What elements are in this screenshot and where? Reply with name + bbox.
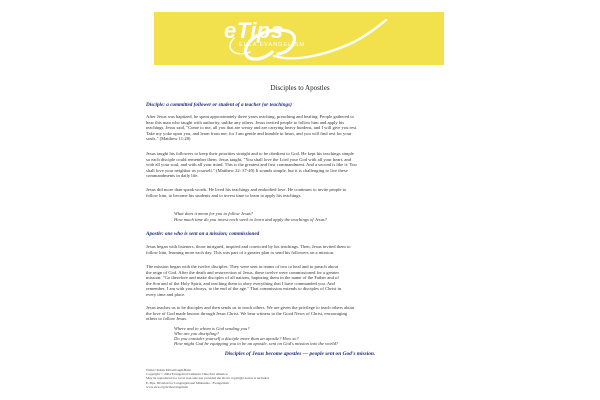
para2-line3: with all your soul, and with all your mind. This is the greatest and first commandment. And a second is like it: You bbox=[146, 162, 357, 167]
para1-line4: Take my yoke upon you, and learn from me; for I am gentle and humble in heart, and you will find rest for your bbox=[146, 130, 352, 136]
para1-line2: hear this man who taught with authority, unlike any others. Jesus invited people to follow him and apply his bbox=[146, 119, 345, 125]
footer-copyright: Copyright © 2004 Evangelical Lutheran Church in America. bbox=[146, 372, 229, 377]
para1-line5: souls." (Matthew 11:28) bbox=[146, 136, 191, 141]
para2-line5: commandments in daily life. bbox=[146, 173, 199, 178]
swirl-logo-icon bbox=[154, 12, 444, 65]
footer-reproduction: May be reproduced for local, non-sale use provided the above copyright notice is included. bbox=[146, 376, 270, 381]
para2-line2: so each disciple could remember them. Jesus taught, "You shall love the Lord your God with all your heart, and bbox=[146, 156, 352, 162]
s2-para1-line2: follow him, learning more each day. This was part of a greater plan to send his followers on a mission. bbox=[146, 249, 335, 255]
para1-line3: teachings. Jesus said, "Come to me, all you that are weary and are carrying heavy burdens, and I will give you rest. bbox=[146, 125, 358, 130]
s2-question-3: Do you consider yourself a disciple more than an apostle? How so? bbox=[174, 336, 299, 341]
footer-writer: Writer: Robin McCullough-Bade bbox=[146, 368, 191, 372]
s2-para2-line2: the reign of God. After the death and resurrection of Jesus, these twelve were commissioned for a greater bbox=[146, 269, 339, 275]
s2-para2-line6: every time and place. bbox=[146, 291, 186, 297]
etips-logo-text: eTips bbox=[224, 18, 284, 43]
para2-line4: shall love your neighbor as yourself." (Matthew 22: 37-40) It sounds simple, but it is challenging to live these bbox=[146, 167, 348, 173]
footer-url: www.elca.org/dcm/evangelism bbox=[146, 384, 188, 389]
disciple-definition-heading: Disciple: a committed follower or student of a teacher (or teachings) bbox=[146, 102, 292, 108]
s2-para3-line3: others to follow Jesus. bbox=[146, 316, 188, 321]
s2-para1-line1: Jesus began with listeners, those intrigued, inspired and convicted by his teachings. Then, Jesus invited them to bbox=[146, 244, 351, 249]
s2-question-2: Who are you discipling? bbox=[174, 331, 219, 336]
s2-para3-line1: Jesus teaches us to be disciples and then sends us to teach others. We are given the privilege to teach others about bbox=[146, 305, 355, 310]
para3-line2: follow him, to become his students and to invest time to learn to apply his teachings. bbox=[146, 192, 302, 198]
footer-division: E-Tips, Division for Congregational Ministries - Evangelism bbox=[146, 380, 229, 385]
para2-line1: Jesus taught his followers to keep their priorities straight and to be obedient to God. He kept his teachings simple bbox=[146, 151, 354, 156]
closing-statement: Disciples of Jesus become apostles — people sent on God's mission. bbox=[224, 351, 376, 357]
s2-question-4: How might God be equipping you to be an apostle, sent on God's mission into the world? bbox=[174, 341, 339, 346]
s2-para2-line5: remember, I am with you always, to the end of the age." That commission extends to disciples of Christ in bbox=[146, 286, 342, 291]
question-1: What does it mean for you to follow Jesus? bbox=[174, 211, 254, 216]
para1-line1: After Jesus was baptized, he spent approximately three years teaching, preaching and healing. People gathered to bbox=[146, 114, 354, 119]
question-2: How much time do you invest each week to learn and apply the teachings of Jesus? bbox=[174, 217, 327, 222]
s2-para3-line2: the love of God made known through Jesus Christ. We bear witness to the Good News of Christ, encouraging bbox=[146, 310, 348, 316]
s2-para2-line3: mission: "Go therefore and make disciples of all nations, baptizing them in the name of the Father and of bbox=[146, 275, 339, 280]
etips-banner bbox=[154, 12, 444, 65]
page-title: Disciples to Apostles bbox=[270, 84, 330, 92]
apostle-definition-heading: Apostle: one who is sent on a mission; commissioned bbox=[146, 231, 260, 237]
para3-line1: Jesus did more than speak words. He lived his teachings and embodied love. He continues to invite people to bbox=[146, 187, 347, 192]
s2-question-1: Where and to whom is God sending you? bbox=[174, 326, 250, 331]
s2-para2-line1: The mission began with the twelve disciples. They were sent in teams of two to heal and to preach about bbox=[146, 264, 339, 269]
s2-para2-line4: the Son and of the Holy Spirit, and teaching them to obey everything that I have commanded you. And bbox=[146, 280, 335, 286]
elca-evangelism-label: ELCA EVANGELISM bbox=[239, 42, 305, 48]
